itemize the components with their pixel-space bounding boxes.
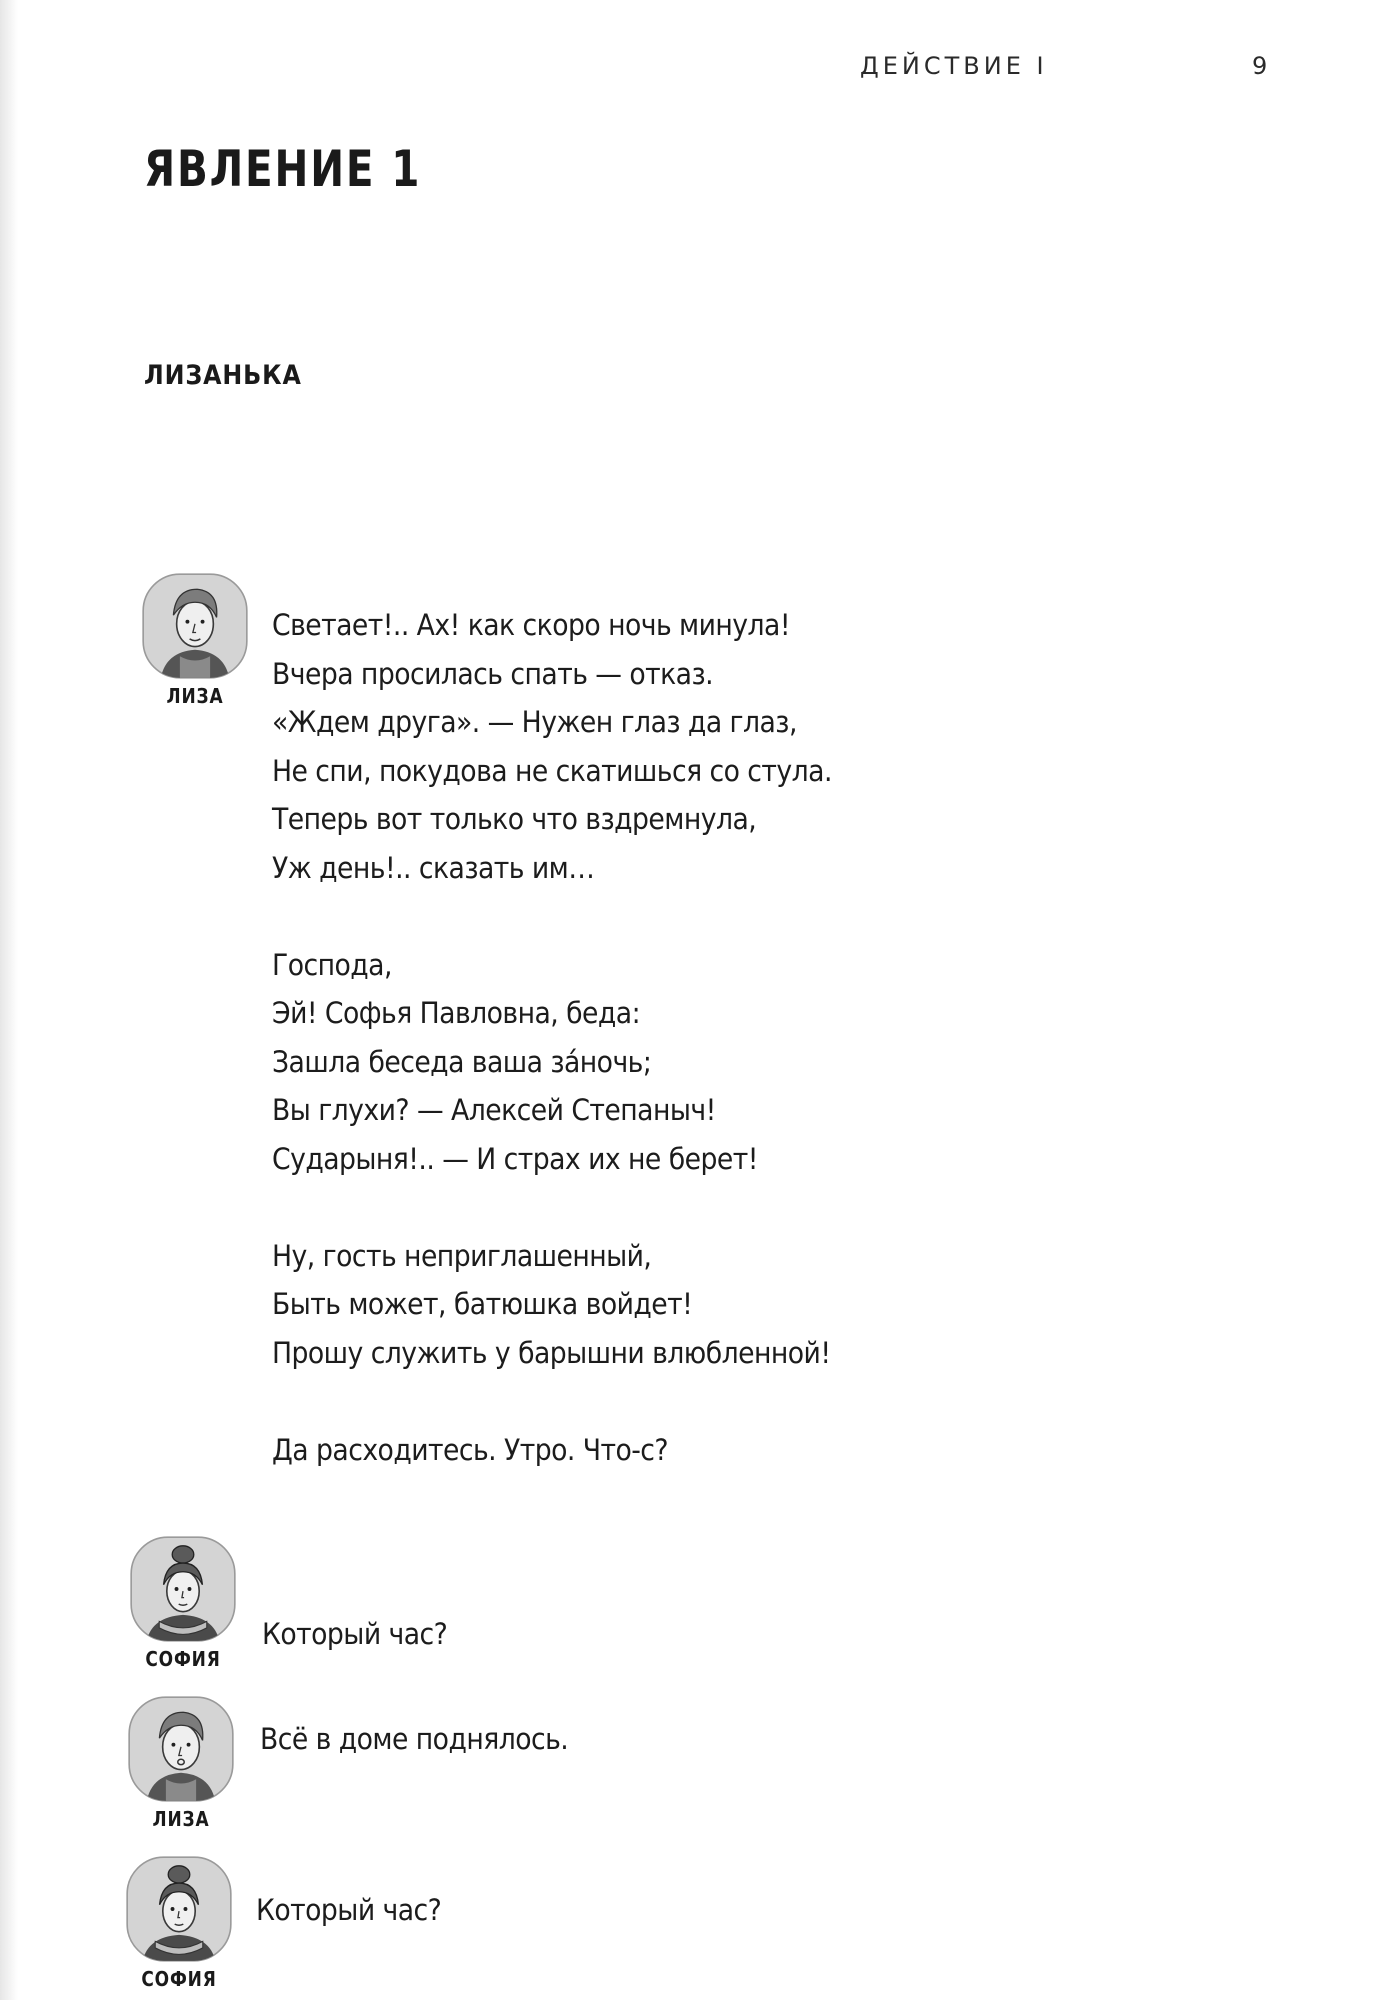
verse-line: Господа, <box>272 947 392 982</box>
stanza-gap <box>272 1377 832 1426</box>
verse-line: Да расходитесь. Утро. Что-с? <box>272 1432 669 1467</box>
verse-line: Вы глухи? — Алексей Степаныч! <box>272 1093 716 1127</box>
verse-line: Быть может, батюшка войдет! <box>272 1287 693 1321</box>
verse-line: Светает!.. Ах! как скоро ночь минула! <box>272 608 790 642</box>
sofia-portrait-icon <box>129 1535 237 1643</box>
liza-monologue <box>272 601 832 1474</box>
verse-line: «Ждем друга». — Нужен глаз да глаз, <box>272 705 797 739</box>
stanza-gap <box>272 892 832 941</box>
verse-line: Сударыня!.. — И страх их не берет! <box>272 1141 758 1176</box>
verse-line: Вчера просилась спать — отказ. <box>272 656 714 691</box>
liza-portrait-icon <box>127 1695 235 1803</box>
liza-reply-2: Всё в доме поднялось. <box>260 1722 569 1756</box>
speaker-sofia-2 <box>124 1855 234 1991</box>
speaker-liza-2 <box>126 1695 236 1831</box>
verse-line: Ну, гость неприглашенный, <box>272 1238 652 1273</box>
sofia-reply-1: Который час? <box>262 1617 448 1651</box>
verse-line: Теперь вот только что вздремнула, <box>272 802 757 836</box>
verse-line: Прошу служить у барышни влюбленной! <box>272 1335 831 1370</box>
verse-line: Эй! Софья Павловна, беда: <box>272 996 641 1030</box>
sofia-portrait-icon <box>125 1855 233 1963</box>
scene-subtitle: ЛИЗАНЬКА <box>144 360 302 391</box>
scene-title: ЯВЛЕНИЕ 1 <box>144 140 422 198</box>
speaker-name: СОФИЯ <box>145 1647 221 1671</box>
page-edge-shadow <box>0 0 18 2000</box>
verse-line: Не спи, покудова не скатишься со стула. <box>272 753 832 788</box>
verse-line: Зашла беседа ваша за́ночь; <box>272 1044 652 1079</box>
speaker-name: СОФИЯ <box>141 1967 217 1991</box>
speaker-name: ЛИЗА <box>166 684 224 708</box>
speaker-name: ЛИЗА <box>152 1807 210 1831</box>
verse-line: Уж день!.. сказать им… <box>272 850 595 885</box>
stanza-gap <box>272 1183 832 1232</box>
page-number: 9 <box>1252 52 1268 80</box>
speaker-sofia-1 <box>128 1535 238 1671</box>
liza-portrait-icon <box>141 572 249 680</box>
running-head: ДЕЙСТВИЕ I <box>860 52 1048 80</box>
speaker-liza-1 <box>140 572 250 708</box>
sofia-reply-2: Который час? <box>256 1893 442 1927</box>
